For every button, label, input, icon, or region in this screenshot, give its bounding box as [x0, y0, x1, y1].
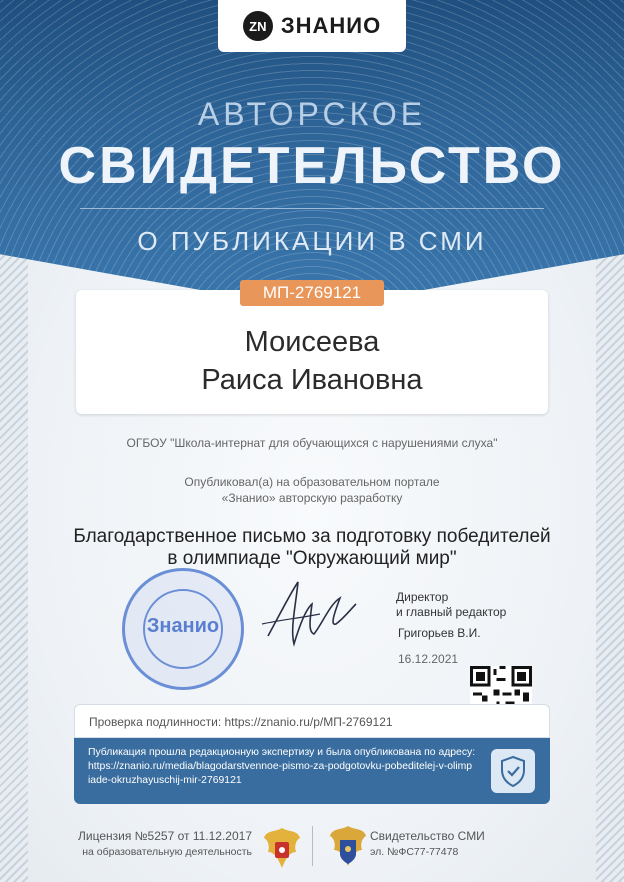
title-divider: [80, 208, 544, 209]
brand-logo: [218, 0, 406, 52]
publication-url-line-2: iade-okruzhayuschij-mir-2769121: [88, 775, 242, 786]
title-line-3: О ПУБЛИКАЦИИ В СМИ: [137, 226, 487, 256]
author-surname: Моисеева: [244, 326, 380, 358]
organization-name: ОГБОУ "Школа-интернат для обучающихся с нарушениями слуха": [126, 436, 498, 450]
media-registration-number: эл. №ФС77-77478: [370, 846, 459, 858]
publication-notice: [74, 738, 550, 804]
verification-bar: Проверка подлинности: https://znanio.ru/p/МП-2769121: [74, 704, 550, 738]
media-registry-emblem-icon: [326, 822, 370, 872]
signatory-role-line-1: Директор: [396, 590, 449, 604]
published-note-line-2: «Знанио» авторскую разработку: [221, 491, 403, 505]
state-emblem-icon: [260, 824, 304, 872]
shield-check-icon: [490, 748, 536, 794]
published-note: [60, 474, 564, 506]
left-border-pattern: [0, 250, 28, 882]
signatory-role: [396, 590, 506, 620]
license-info: [68, 828, 252, 860]
title-line-1: АВТОРСКОЕ: [197, 96, 427, 132]
published-note-line-1: Опубликовал(а) на образовательном портале: [184, 475, 440, 489]
right-border-pattern: [596, 250, 624, 882]
signature-image: [260, 574, 360, 654]
stamp-text: Знанио: [146, 615, 220, 637]
title-main: СВИДЕТЕЛЬСТВО: [58, 137, 566, 195]
certificate-number-badge: МП-2769121: [240, 280, 384, 306]
footer-divider: [312, 826, 313, 866]
media-registration-info: [370, 828, 485, 860]
author-given-names: Раиса Ивановна: [201, 364, 423, 396]
brand-logo-icon: ZN: [243, 11, 273, 41]
publication-notice-text: [88, 746, 488, 788]
issue-date: 16.12.2021: [398, 652, 459, 666]
publication-url-line-1: https://znanio.ru/media/blagodarstvennoe-pismo-za-podgotovku-pobeditelej-v-olimp: [88, 761, 473, 772]
signatory-role-line-2: и главный редактор: [396, 605, 507, 619]
publication-notice-line-1: Публикация прошла редакционную экспертизу и была опубликована по адресу:: [88, 747, 476, 758]
media-registration-title: Свидетельство СМИ: [370, 829, 485, 843]
work-title: [40, 526, 584, 570]
work-title-line-2: в олимпиаде "Окружающий мир": [167, 548, 457, 569]
signatory-name: Григорьев В.И.: [398, 626, 481, 640]
brand-name: ЗНАНИО: [280, 13, 382, 38]
work-title-line-1: Благодарственное письмо за подготовку победителей: [73, 526, 551, 547]
license-scope: на образовательную деятельность: [82, 846, 252, 858]
license-number: Лицензия №5257 от 11.12.2017: [78, 829, 252, 843]
official-stamp: [122, 568, 244, 690]
